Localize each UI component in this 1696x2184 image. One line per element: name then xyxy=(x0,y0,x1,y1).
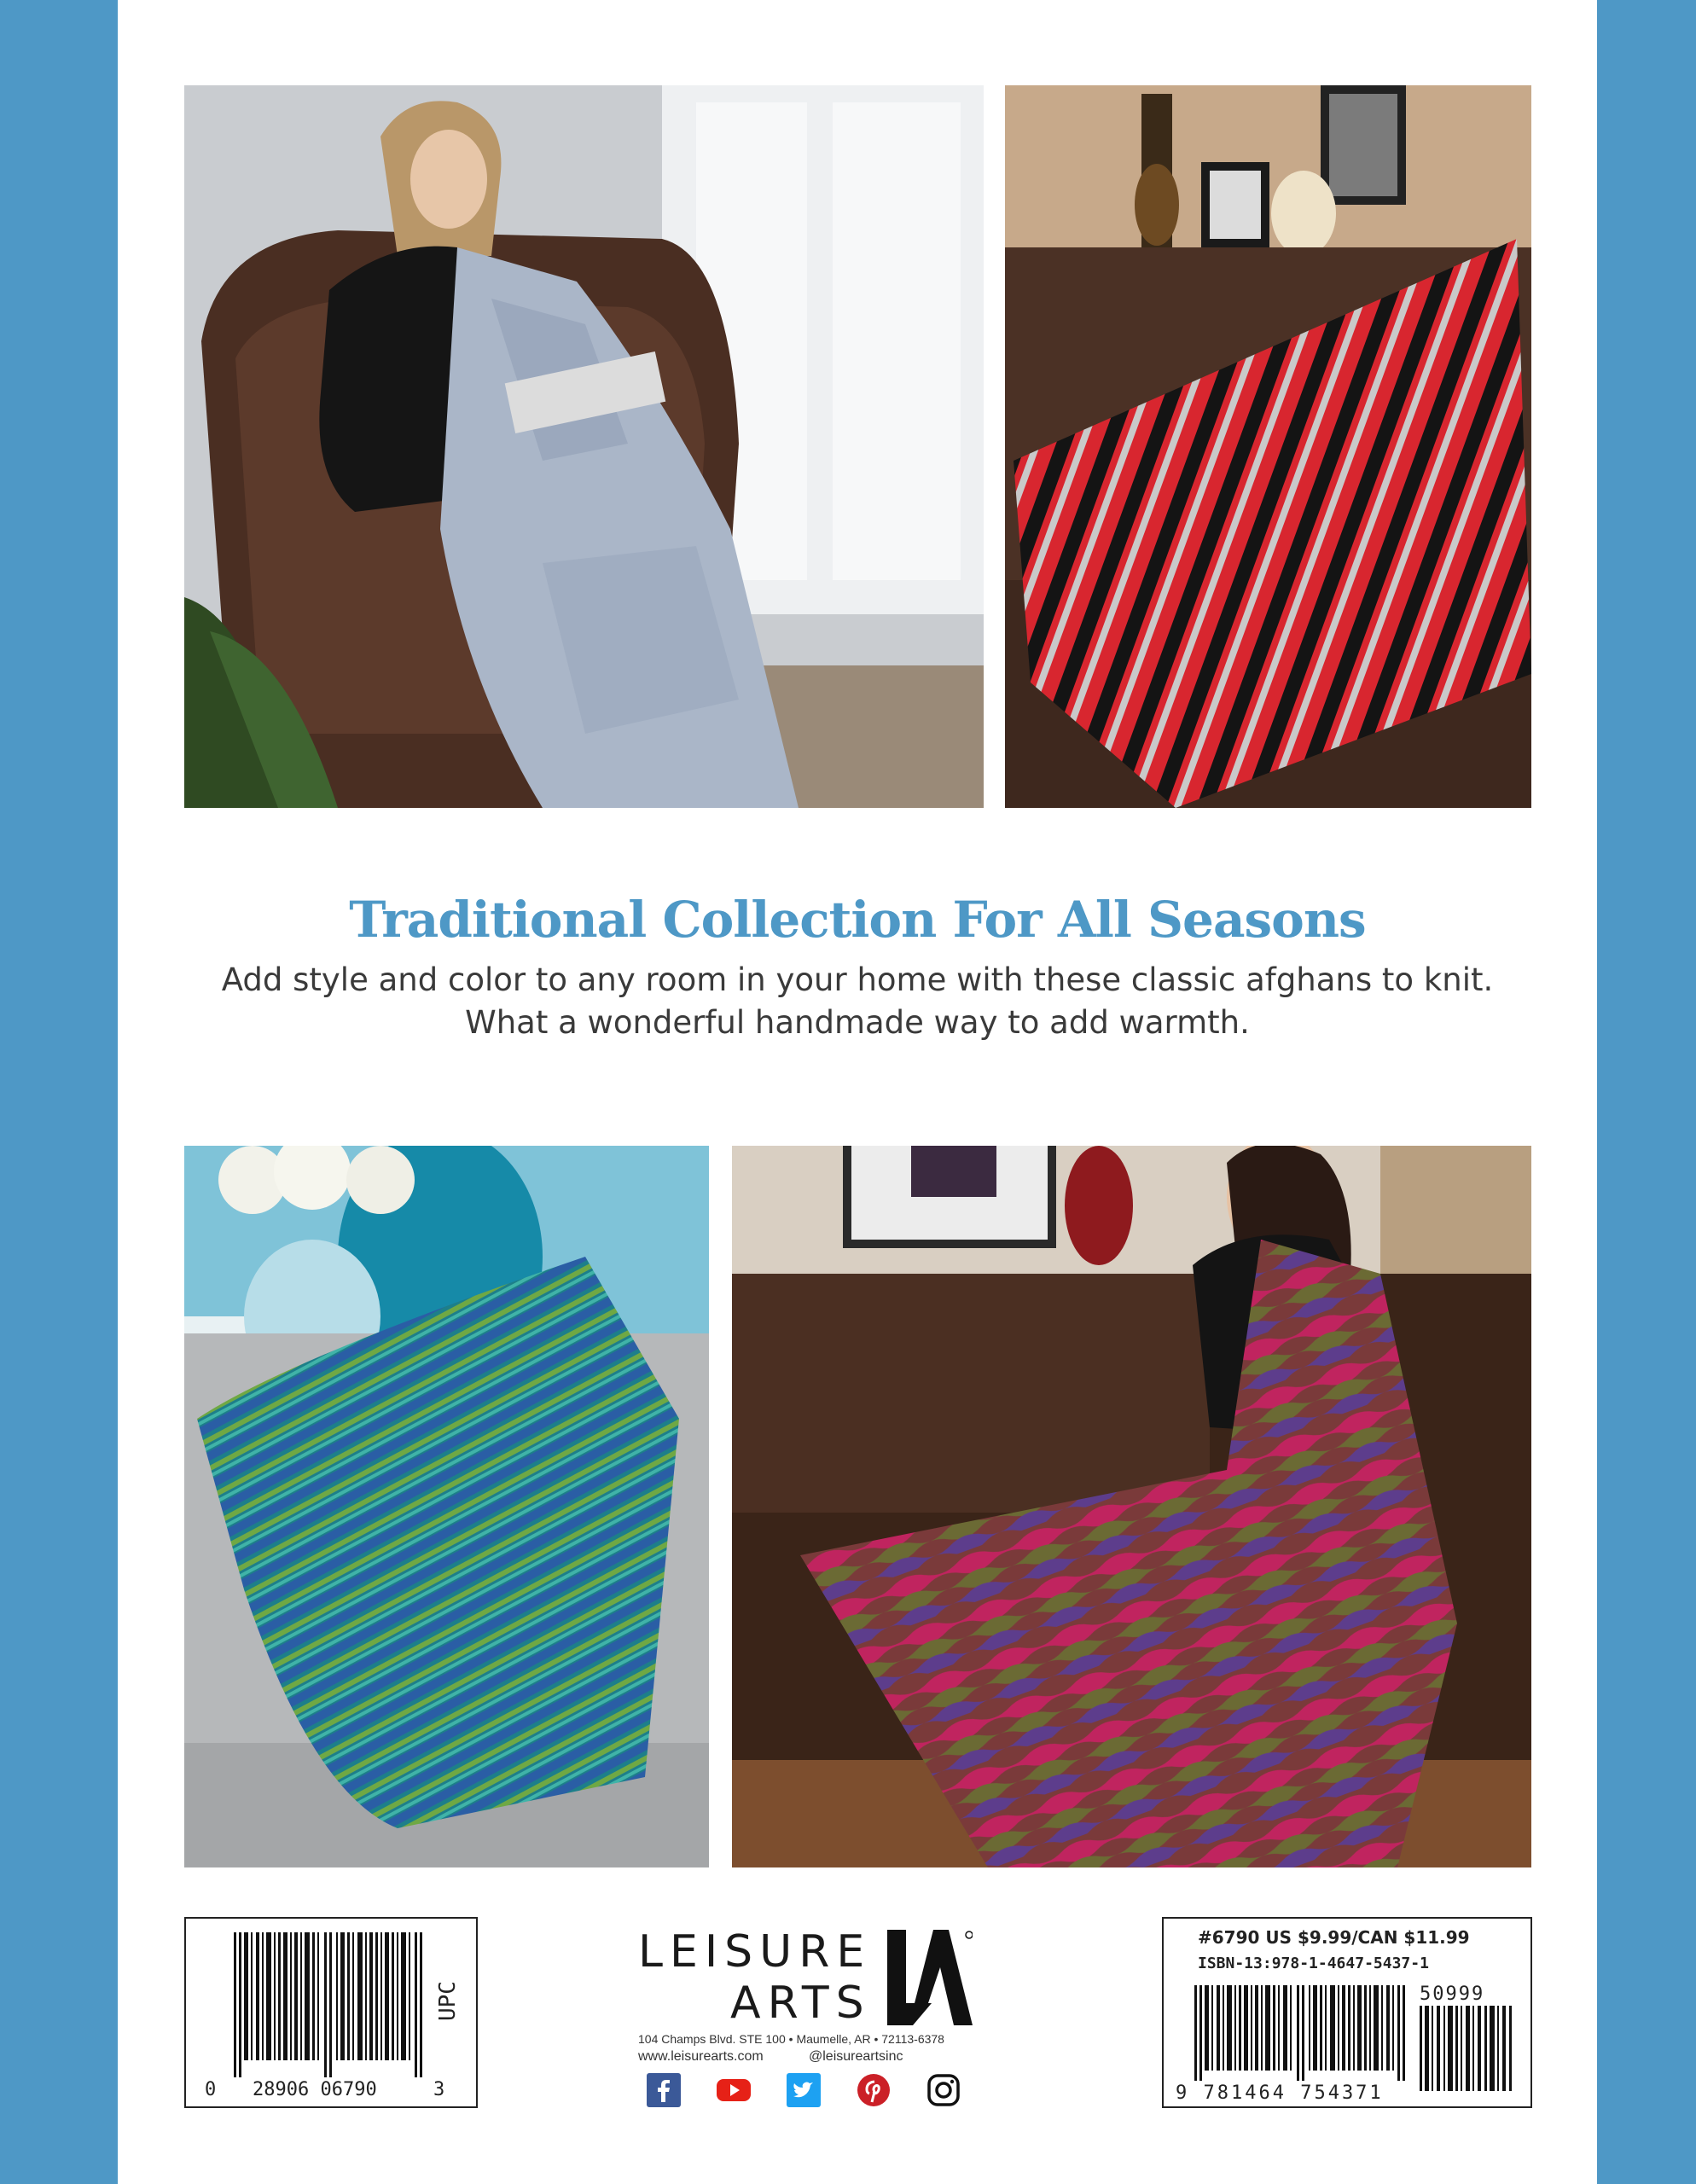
facebook-icon[interactable] xyxy=(647,2073,681,2107)
upc-digit-left: 0 xyxy=(205,2079,217,2100)
price-addon-digits: 50999 xyxy=(1420,1984,1485,2005)
photo-striped-afghan xyxy=(1005,85,1531,808)
publisher-handle[interactable]: @leisureartsinc xyxy=(809,2049,903,2064)
photo-wave-afghan xyxy=(732,1146,1531,1867)
logo-text-leisure: LEISURE xyxy=(638,1926,872,1978)
publisher-block xyxy=(638,1926,1116,2114)
back-cover-page xyxy=(118,0,1597,2184)
upc-barcode xyxy=(234,1932,423,2077)
description-line-2: What a wonderful handmade way to add warmth. xyxy=(465,1004,1250,1041)
description xyxy=(118,959,1597,1044)
social-links xyxy=(647,2073,961,2107)
upc-barcode-box xyxy=(184,1917,478,2108)
price-label: #6790 US $9.99/CAN $11.99 xyxy=(1198,1927,1470,1948)
instagram-icon[interactable] xyxy=(926,2073,961,2107)
youtube-icon[interactable] xyxy=(717,2073,751,2107)
isbn-barcode-box xyxy=(1162,1917,1532,2108)
isbn-barcode xyxy=(1194,1985,1406,2081)
isbn-label: ISBN-13:978-1-4647-5437-1 xyxy=(1198,1955,1429,1972)
price-addon-barcode xyxy=(1420,2006,1515,2091)
logo-text-arts: ARTS xyxy=(730,1978,871,2029)
publisher-website[interactable]: www.leisurearts.com xyxy=(638,2049,764,2064)
pinterest-icon[interactable] xyxy=(857,2073,891,2107)
headline: Traditional Collection For All Seasons xyxy=(349,891,1366,949)
photo-teal-afghan xyxy=(184,1146,709,1867)
isbn-barcode-digits: 9 781464 754371 xyxy=(1176,2082,1384,2104)
description-line-1: Add style and color to any room in your home with these classic afghans to knit. xyxy=(221,961,1494,998)
publisher-address: 104 Champs Blvd. STE 100 • Maumelle, AR • 72113-6378 xyxy=(638,2032,944,2046)
upc-label: UPC xyxy=(435,1981,461,2021)
upc-digit-right: 3 xyxy=(433,2079,445,2100)
upc-digits: 28906 06790 xyxy=(253,2079,377,2100)
leisure-arts-logo-mark xyxy=(880,1930,973,2025)
twitter-icon[interactable] xyxy=(787,2073,821,2107)
photo-grey-cable-afghan xyxy=(184,85,984,808)
